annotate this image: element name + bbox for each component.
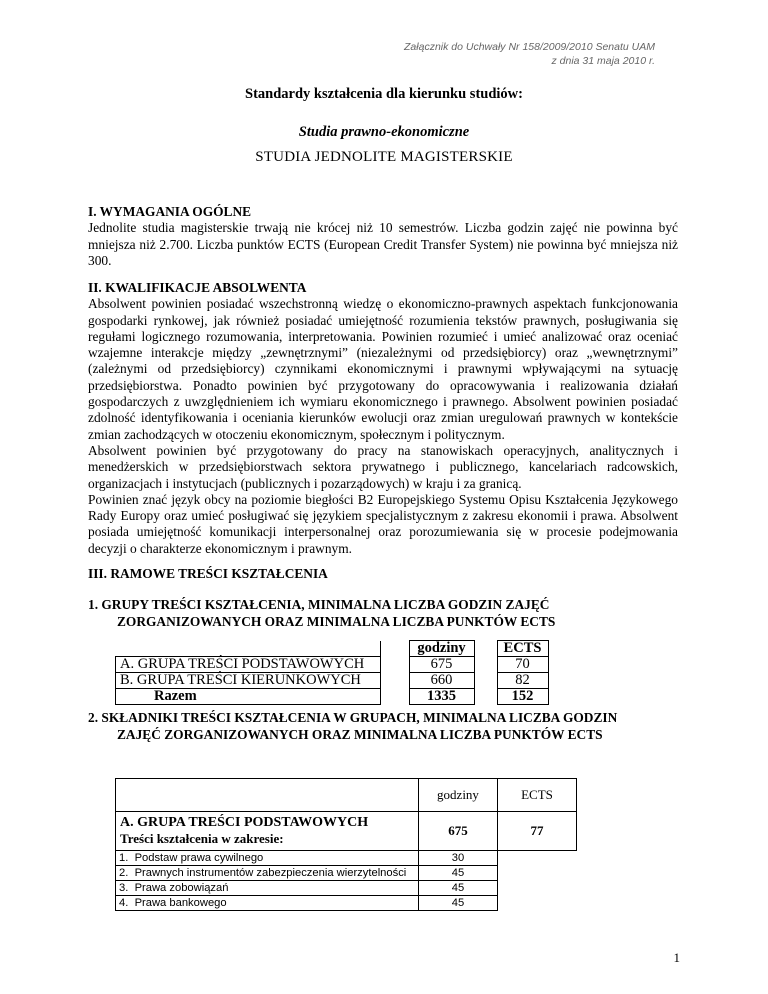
group-ects: 77 bbox=[498, 812, 577, 851]
attachment-note-line2: z dnia 31 maja 2010 r. bbox=[551, 55, 655, 67]
item-label: Prawa zobowiązań bbox=[134, 882, 229, 894]
section-heading: III. RAMOWE TREŚCI KSZTAŁCENIA bbox=[88, 566, 328, 581]
groups-summary-table bbox=[115, 640, 549, 705]
column-header-ects: ECTS bbox=[497, 641, 548, 657]
section-paragraph: Absolwent powinien posiadać wszechstronną wiedzę o ekonomiczno-prawnych aspektach funkcjonowania gospodarki rynkowej, jak również posiadać umiejętność rozumienia tekstów prawnych, posługiwania się regułami logicznego rozumowania, interpretowania. Powinien rozumieć i umieć analizować oraz oceniać wzajemne interakcje między „zewnętrznymi” (niezależnymi od przedsiębiorcy) oraz „wewnętrznymi” (zależnymi od przedsiębiorcy) czynnikami ekonomicznymi i prawnymi wpływającymi na sytuację przedsiębiorstwa. Ponadto powinien być przygotowany do opracowywania i realizowania działań gospodarczych z uwzględnieniem ich wymiaru ekonomicznego i prawnego. Absolwent powinien posiadać zdolność identyfikowania i oceniania kierunków ewolucji oraz zmian uregulowań prawnych w kontekście zmian zachodzących w otoczeniu ekonomicznym, społecznym i politycznym. bbox=[88, 296, 678, 442]
total-label: Razem bbox=[116, 689, 381, 705]
item-label-cell bbox=[116, 851, 419, 866]
table-gap-cell bbox=[380, 657, 409, 673]
table-gap-cell bbox=[474, 641, 497, 657]
section-framework-content bbox=[88, 566, 678, 582]
column-header-ects: ECTS bbox=[498, 779, 577, 812]
subsection-heading-line: ZORGANIZOWANYCH ORAZ MINIMALNA LICZBA PUNKTÓW ECTS bbox=[117, 613, 556, 629]
group-hours: 660 bbox=[409, 673, 474, 689]
study-type-title: STUDIA JEDNOLITE MAGISTERSKIE bbox=[255, 149, 513, 165]
section-paragraph: Jednolite studia magisterskie trwają nie krócej niż 10 semestrów. Liczba godzin zajęć nie powinna być mniejsza niż 2.700. Liczba punktów ECTS (European Credit Transfer System) nie powinna być mniejsza niż 300. bbox=[88, 220, 678, 268]
components-table bbox=[115, 778, 577, 911]
subsection-components-heading bbox=[88, 710, 678, 743]
page-number: 1 bbox=[673, 950, 680, 965]
item-number: 3. bbox=[119, 882, 129, 894]
subsection-heading-line: 2. SKŁADNIKI TREŚCI KSZTAŁCENIA W GRUPACH, MINIMALNA LICZBA GODZIN bbox=[88, 710, 618, 725]
table-cell-empty bbox=[498, 851, 577, 866]
column-header-hours: godziny bbox=[409, 641, 474, 657]
total-ects: 152 bbox=[497, 689, 548, 705]
attachment-note bbox=[404, 40, 655, 68]
group-label: B. GRUPA TREŚCI KIERUNKOWYCH bbox=[116, 673, 381, 689]
item-label: Prawa bankowego bbox=[134, 897, 227, 909]
total-hours: 1335 bbox=[409, 689, 474, 705]
group-ects: 70 bbox=[497, 657, 548, 673]
group-title-cell bbox=[116, 812, 419, 851]
table-cell-empty bbox=[498, 896, 577, 911]
item-label: Prawnych instrumentów zabezpieczenia wierzytelności bbox=[134, 867, 407, 879]
table-cell-empty bbox=[498, 866, 577, 881]
column-header-hours: godziny bbox=[419, 779, 498, 812]
section-heading: II. KWALIFIKACJE ABSOLWENTA bbox=[88, 280, 307, 295]
section-paragraph: Absolwent powinien być przygotowany do pracy na stanowiskach operacyjnych, analitycznych i menedżerskich w przedsiębiorstwach sektora prywatnego i publicznego, kancelariach radcowskich, organizacjach i instytucjach (publicznych i pozarządowych) w kraju i za granicą. bbox=[88, 442, 678, 491]
item-label: Podstaw prawa cywilnego bbox=[134, 852, 264, 864]
group-title: A. GRUPA TREŚCI PODSTAWOWYCH bbox=[120, 815, 369, 830]
item-hours: 45 bbox=[419, 881, 498, 896]
table-gap-cell bbox=[474, 657, 497, 673]
item-hours: 45 bbox=[419, 896, 498, 911]
item-hours: 45 bbox=[419, 866, 498, 881]
table-header-row bbox=[116, 641, 549, 657]
item-label-cell bbox=[116, 896, 419, 911]
table-row bbox=[116, 866, 577, 881]
group-subtitle: Treści kształcenia w zakresie: bbox=[120, 831, 284, 846]
table-gap-cell bbox=[380, 673, 409, 689]
table-row bbox=[116, 896, 577, 911]
item-label-cell bbox=[116, 866, 419, 881]
section-heading: I. WYMAGANIA OGÓLNE bbox=[88, 204, 252, 219]
group-hours: 675 bbox=[409, 657, 474, 673]
table-cell-empty bbox=[116, 779, 419, 812]
table-cell-empty bbox=[116, 641, 381, 657]
table-gap-cell bbox=[474, 689, 497, 705]
group-row bbox=[116, 812, 577, 851]
group-label: A. GRUPA TREŚCI PODSTAWOWYCH bbox=[116, 657, 381, 673]
section-paragraph: Powinien znać język obcy na poziomie biegłości B2 Europejskiego Systemu Opisu Kształcenia Językowego Rady Europy oraz umieć posługiwać się językiem specjalistycznym z zakresu ekonomii i prawa. Absolwent posiada umiejętność komunikacji interpersonalnej oraz porozumiewania się w procesie podejmowania decyzji o charakterze ekonomicznym i prawnym. bbox=[88, 491, 678, 556]
item-hours: 30 bbox=[419, 851, 498, 866]
section-graduate-qualifications bbox=[88, 280, 678, 557]
subsection-groups-heading bbox=[88, 597, 678, 630]
section-general-requirements bbox=[88, 204, 678, 269]
subsection-heading-line: ZAJĘĆ ZORGANIZOWANYCH ORAZ MINIMALNA LICZBA PUNKTÓW ECTS bbox=[117, 726, 603, 742]
item-number: 4. bbox=[119, 897, 129, 909]
item-label-cell bbox=[116, 881, 419, 896]
table-cell-empty bbox=[498, 881, 577, 896]
table-row bbox=[116, 881, 577, 896]
table-row bbox=[116, 657, 549, 673]
table-row bbox=[116, 673, 549, 689]
subsection-heading-line: 1. GRUPY TREŚCI KSZTAŁCENIA, MINIMALNA LICZBA GODZIN ZAJĘĆ bbox=[88, 597, 550, 612]
table-gap-cell bbox=[380, 689, 409, 705]
table-gap-cell bbox=[380, 641, 409, 657]
table-row bbox=[116, 851, 577, 866]
table-gap-cell bbox=[474, 673, 497, 689]
table-header-row bbox=[116, 779, 577, 812]
item-number: 2. bbox=[119, 867, 129, 879]
group-ects: 82 bbox=[497, 673, 548, 689]
document-title: Standardy kształcenia dla kierunku studiów: bbox=[245, 86, 523, 102]
table-total-row bbox=[116, 689, 549, 705]
attachment-note-line1: Załącznik do Uchwały Nr 158/2009/2010 Senatu UAM bbox=[404, 41, 655, 53]
item-number: 1. bbox=[119, 852, 129, 864]
group-hours: 675 bbox=[419, 812, 498, 851]
study-field-title: Studia prawno-ekonomiczne bbox=[298, 124, 470, 140]
